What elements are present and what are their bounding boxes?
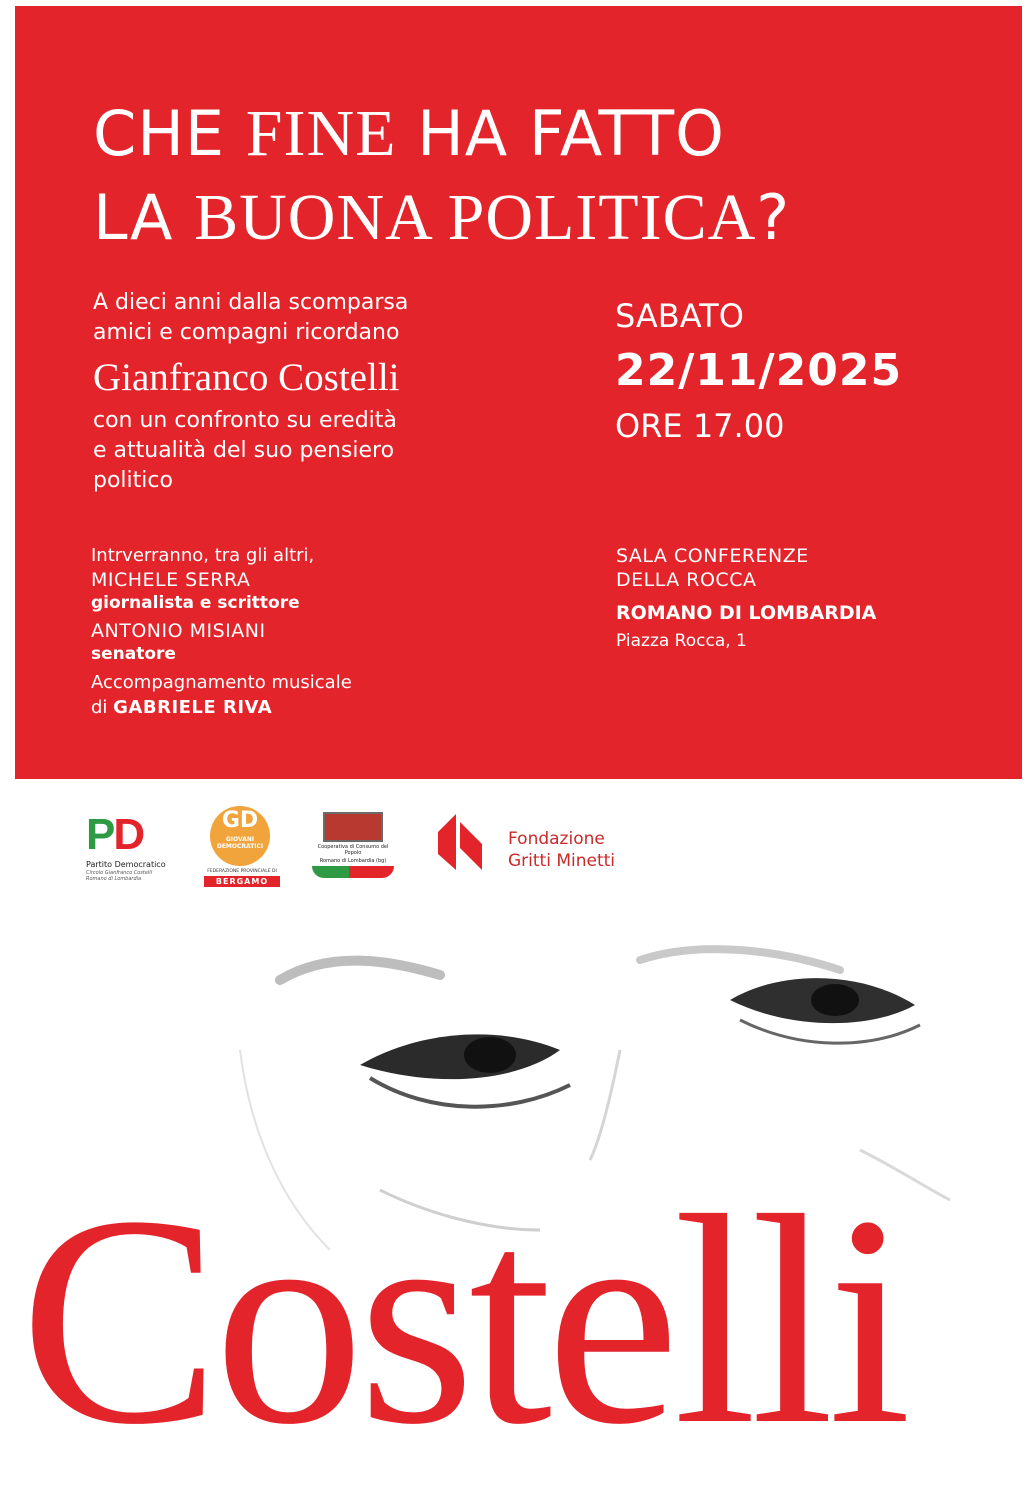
venue-line-1: SALA CONFERENZE bbox=[616, 545, 809, 567]
event-date: 22/11/2025 bbox=[615, 345, 903, 396]
event-day: SABATO bbox=[615, 297, 744, 335]
headline-line-1: CHE FINE HA FATTO bbox=[93, 97, 725, 170]
fondazione-icon bbox=[438, 814, 488, 870]
intro-line-4: e attualità del suo pensiero bbox=[93, 438, 395, 463]
speaker-role: giornalista e scrittore bbox=[91, 593, 300, 613]
headline-line-2: LA BUONA POLITICA? bbox=[93, 181, 791, 254]
speakers-list bbox=[91, 543, 352, 720]
honoree-name: Gianfranco Costelli bbox=[93, 356, 400, 399]
event-time: ORE 17.00 bbox=[615, 407, 785, 445]
venue-city: ROMANO DI LOMBARDIA bbox=[616, 602, 877, 624]
event-datetime bbox=[615, 294, 902, 448]
pd-logo: PD Partito Democratico Circolo Gianfranco Costelli Romano di Lombardia bbox=[86, 810, 166, 882]
venue-info bbox=[616, 544, 876, 654]
building-icon bbox=[323, 812, 383, 842]
intro-line-3: con un confronto su eredità bbox=[93, 408, 397, 433]
intro-line-2: amici e compagni ricordano bbox=[93, 320, 400, 345]
coop-logo: Cooperativa di Consumo del Popolo Romano di Lombardia (bg) bbox=[312, 812, 394, 884]
musician-name: GABRIELE RIVA bbox=[113, 697, 273, 718]
headline bbox=[93, 92, 790, 260]
speaker-name: ANTONIO MISIANI bbox=[91, 620, 266, 642]
speakers-label: Intrverranno, tra gli altri, bbox=[91, 545, 315, 566]
speaker-name: MICHELE SERRA bbox=[91, 569, 251, 591]
surname-display: Costelli bbox=[20, 1154, 906, 1486]
intro-text bbox=[93, 288, 408, 496]
speaker-role: senatore bbox=[91, 644, 176, 664]
fondazione-logo: Fondazione Gritti Minetti bbox=[438, 814, 658, 874]
red-header-panel bbox=[15, 6, 1022, 779]
sponsor-logos bbox=[0, 800, 1026, 910]
venue-line-2: DELLA ROCCA bbox=[616, 569, 757, 591]
gd-logo: GD GIOVANI DEMOCRATICI FEDERAZIONE PROVINCIALE DI BERGAMO bbox=[204, 806, 280, 898]
music-label: Accompagnamento musicale bbox=[91, 672, 352, 693]
venue-address: Piazza Rocca, 1 bbox=[616, 631, 747, 651]
intro-line-1: A dieci anni dalla scomparsa bbox=[93, 290, 409, 315]
music-credit: di GABRIELE RIVA bbox=[91, 697, 273, 718]
intro-line-5: politico bbox=[93, 468, 173, 493]
